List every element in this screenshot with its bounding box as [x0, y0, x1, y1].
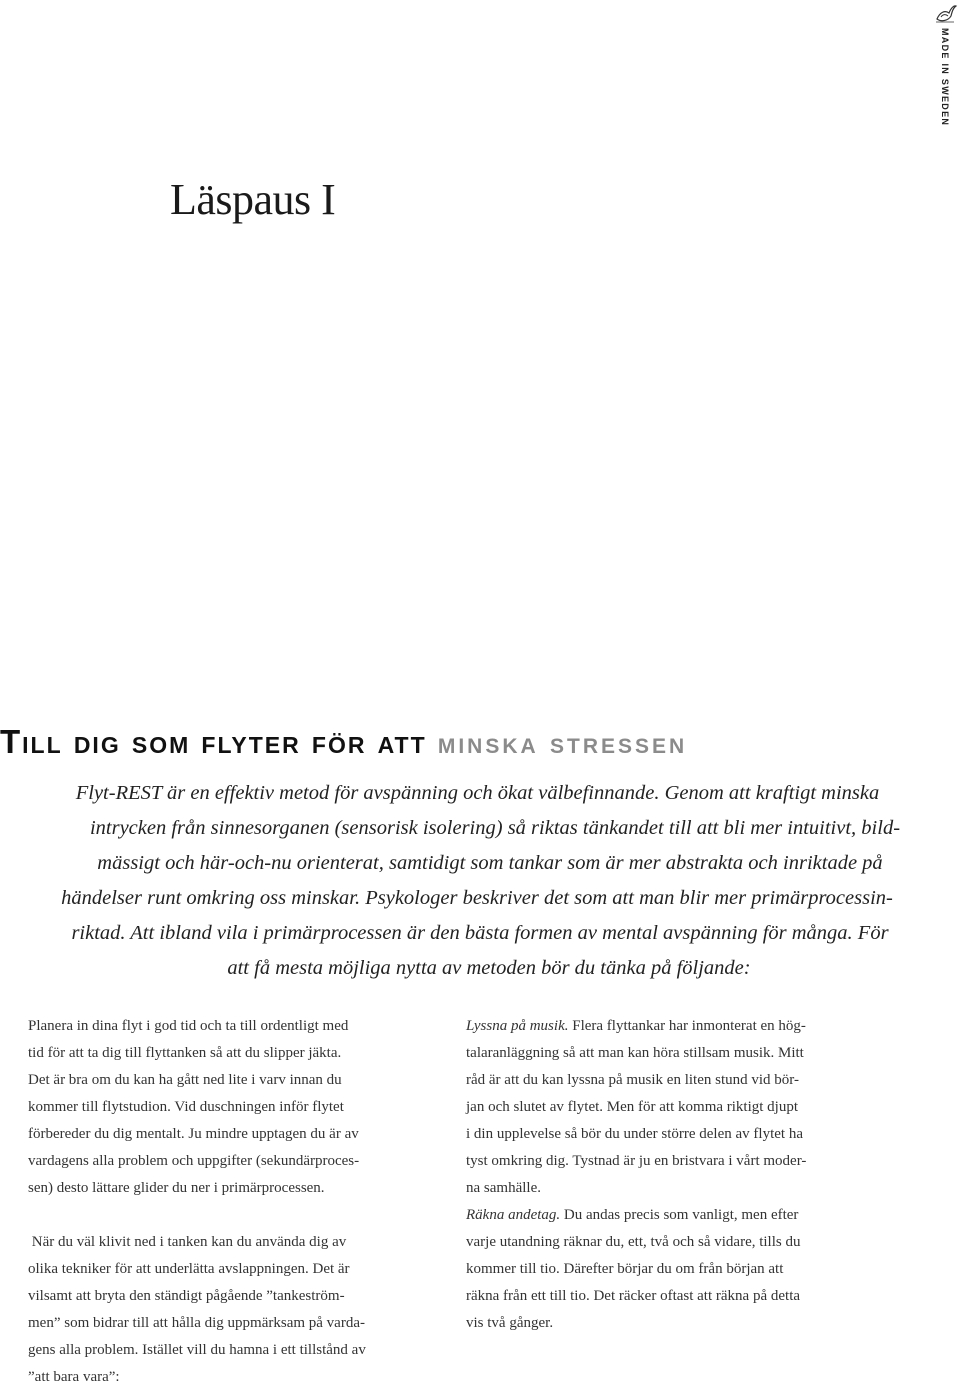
- body-line: [466, 1202, 906, 1229]
- intro-line: mässigt och här-och-nu orienterat, samtidigt som tankar som är mer abstrakta och inriktade på: [97, 852, 883, 874]
- body-line: kommer till flytstudion. Vid duschningen inför flytet: [28, 1099, 344, 1115]
- body-line: sen) desto lättare glider du ner i primärprocessen.: [28, 1180, 325, 1196]
- left-column: [28, 1013, 438, 1391]
- body-line: förbereder du dig mentalt. Ju mindre upptagen du är av: [28, 1126, 359, 1142]
- headline-dark-part: Till dig som flyter för att: [0, 723, 427, 760]
- intro-paragraph: [0, 776, 960, 986]
- body-line: talaranläggning så att man kan höra stillsam musik. Mitt: [466, 1045, 804, 1061]
- headline-grey-part: minska stressen: [437, 727, 688, 760]
- section-headline: [0, 724, 940, 762]
- body-line: vis två gånger.: [466, 1315, 554, 1331]
- body-line: jan och slutet av flytet. Men för att komma riktigt djupt: [466, 1099, 799, 1115]
- body-line: tid för att ta dig till flyttanken så att du slipper jäkta.: [28, 1045, 342, 1061]
- swan-logo-icon: [934, 2, 958, 24]
- intro-line: händelser runt omkring oss minskar. Psykologer beskriver det som att man blir mer primärprocessin-: [61, 887, 893, 909]
- body-line: olika tekniker för att underlätta avslappningen. Det är: [28, 1261, 350, 1277]
- body-line: tyst omkring dig. Tystnad är ju en bristvara i vårt moder-: [466, 1153, 807, 1169]
- intro-line: Flyt-REST är en effektiv metod för avspänning och ökat välbefinnande. Genom att kraftigt minska: [75, 782, 880, 804]
- page-title: Läspaus I: [170, 175, 336, 224]
- body-line: men” som bidrar till att hålla dig uppmärksam på varda-: [28, 1315, 365, 1331]
- body-line: vilsamt att bryta den ständigt pågående ”tankeström-: [28, 1288, 345, 1304]
- intro-line: att få mesta möjliga nytta av metoden bör du tänka på följande:: [227, 957, 751, 979]
- body-line: ”att bara vara”:: [28, 1369, 120, 1385]
- body-line: räkna från ett till tio. Det räcker oftast att räkna på detta: [466, 1288, 801, 1304]
- body-line: När du väl klivit ned i tanken kan du använda dig av: [28, 1234, 347, 1250]
- body-line: gens alla problem. Istället vill du hamna i ett tillstånd av: [28, 1342, 366, 1358]
- intro-line: riktad. Att ibland vila i primärprocessen är den bästa formen av mental avspänning för många. För: [71, 922, 889, 944]
- body-line: Planera in dina flyt i god tid och ta till ordentligt med: [28, 1018, 349, 1034]
- body-line: kommer till tio. Därefter börjar du om från början att: [466, 1261, 784, 1277]
- right-column: [466, 1013, 906, 1337]
- body-line: varje utandning räknar du, ett, två och så vidare, tills du: [466, 1234, 801, 1250]
- body-line: i din upplevelse så bör du under större delen av flytet ha: [466, 1126, 803, 1142]
- body-line: na samhälle.: [466, 1180, 541, 1196]
- body-line: vardagens alla problem och uppgifter (sekundärproces-: [28, 1153, 360, 1169]
- body-line: [466, 1013, 906, 1040]
- made-in-sweden-label: MADE IN SWEDEN: [940, 28, 950, 127]
- body-line: råd är att du kan lyssna på musik en liten stund vid bör-: [466, 1072, 799, 1088]
- body-line: Det är bra om du kan ha gått ned lite i varv innan du: [28, 1072, 342, 1088]
- paragraph-gap: [28, 1202, 438, 1229]
- music-heading: Lyssna på musik.: [466, 1018, 569, 1034]
- breath-heading: Räkna andetag.: [466, 1207, 561, 1223]
- breath-first-line: Du andas precis som vanligt, men efter: [560, 1207, 799, 1223]
- music-first-line: Flera flyttankar har inmonterat en hög-: [568, 1018, 806, 1034]
- intro-line: intrycken från sinnesorganen (sensorisk isolering) så riktas tänkandet till att bli mer intuitivt, bild-: [89, 817, 901, 839]
